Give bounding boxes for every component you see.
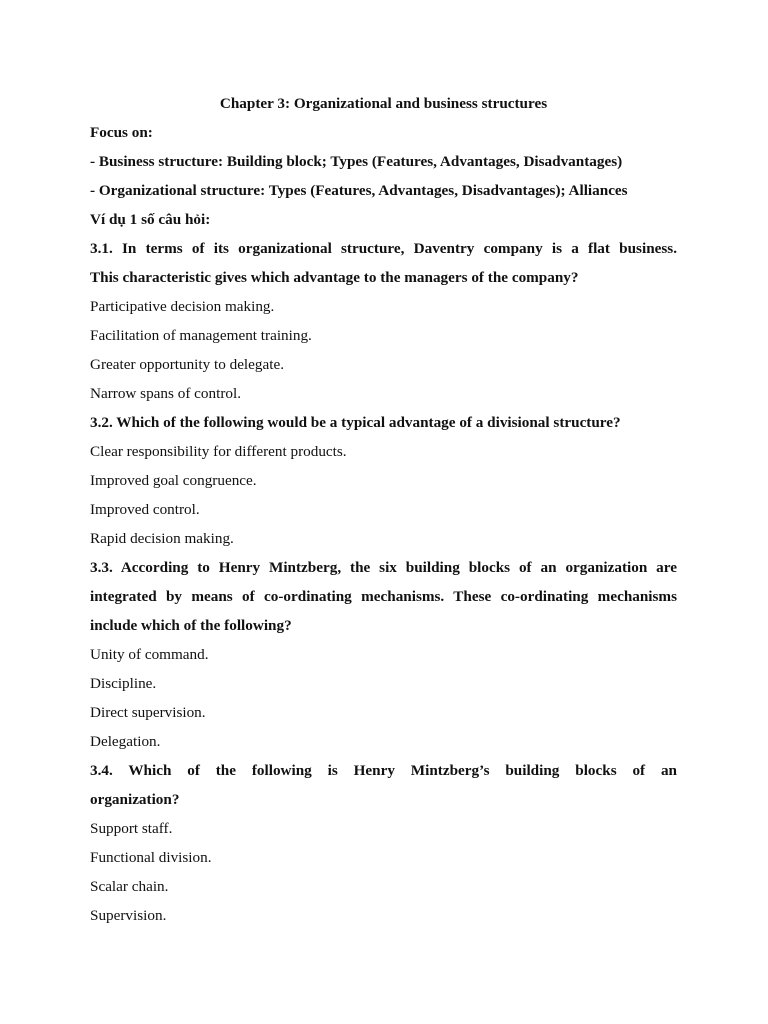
question-3-1-line-1: 3.1. In terms of its organizational structure, Daventry company is a flat business. xyxy=(90,240,677,257)
document-page xyxy=(90,89,677,930)
option-3-1-a: Participative decision making. xyxy=(90,298,275,315)
examples-label: Ví dụ 1 số câu hỏi: xyxy=(90,211,211,228)
question-3-3-line-1: 3.3. According to Henry Mintzberg, the six building blocks of an organization are xyxy=(90,559,677,576)
option-3-4-d: Supervision. xyxy=(90,907,167,924)
question-3-1-line-2: This characteristic gives which advantage to the managers of the company? xyxy=(90,269,579,286)
option-3-4-a: Support staff. xyxy=(90,820,173,837)
chapter-title: Chapter 3: Organizational and business structures xyxy=(219,95,548,112)
option-3-2-c: Improved control. xyxy=(90,501,200,518)
question-3-3-line-3: include which of the following? xyxy=(90,617,292,634)
question-3-3-line-2: integrated by means of co-ordinating mechanisms. These co-ordinating mechanisms xyxy=(90,588,677,605)
option-3-3-b: Discipline. xyxy=(90,675,157,692)
focus-item-business: - Business structure: Building block; Types (Features, Advantages, Disadvantages) xyxy=(90,153,623,170)
option-3-4-c: Scalar chain. xyxy=(90,878,169,895)
question-3-4-line-2: organization? xyxy=(90,791,180,808)
option-3-3-a: Unity of command. xyxy=(90,646,209,663)
option-3-1-c: Greater opportunity to delegate. xyxy=(90,356,284,373)
focus-label: Focus on: xyxy=(90,124,153,141)
option-3-2-a: Clear responsibility for different products. xyxy=(90,443,347,460)
question-3-4-line-1: 3.4. Which of the following is Henry Mintzberg’s building blocks of an xyxy=(90,762,677,779)
option-3-3-c: Direct supervision. xyxy=(90,704,206,721)
option-3-2-b: Improved goal congruence. xyxy=(90,472,257,489)
option-3-1-b: Facilitation of management training. xyxy=(90,327,312,344)
focus-item-organizational: - Organizational structure: Types (Features, Advantages, Disadvantages); Alliances xyxy=(90,182,628,199)
option-3-4-b: Functional division. xyxy=(90,849,212,866)
option-3-2-d: Rapid decision making. xyxy=(90,530,234,547)
question-3-2-line-1: 3.2. Which of the following would be a typical advantage of a divisional structure? xyxy=(90,414,621,431)
option-3-3-d: Delegation. xyxy=(90,733,161,750)
option-3-1-d: Narrow spans of control. xyxy=(90,385,241,402)
